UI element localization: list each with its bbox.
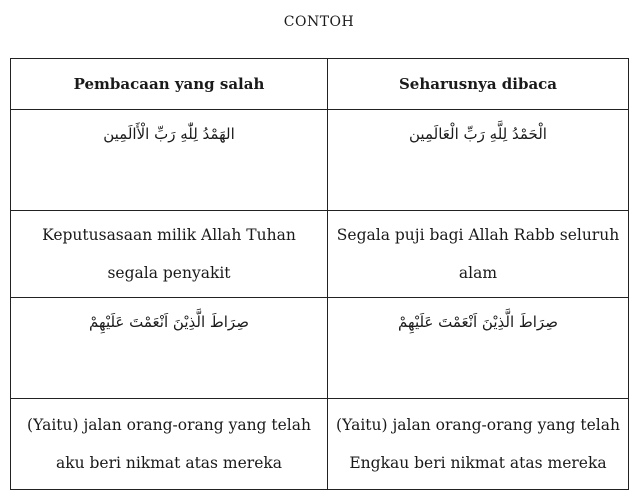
table-header-row	[11, 59, 629, 110]
table-cell	[11, 110, 328, 211]
comparison-table	[10, 58, 629, 490]
header-wrong-reading: Pembacaan yang salah	[11, 59, 328, 110]
translation-correct: (Yaitu) jalan orang-orang yang telah Engkau beri nikmat atas mereka	[328, 399, 629, 490]
header-correct-reading: Seharusnya dibaca	[328, 59, 629, 110]
table-row	[11, 110, 629, 211]
translation-correct: Segala puji bagi Allah Rabb seluruh alam	[328, 211, 629, 298]
table-cell	[328, 298, 629, 399]
arabic-text-wrong: الهَمْدُ لِلّٰهِ رَبِّ الْأَالَمِين	[103, 125, 235, 143]
arabic-text-correct: صِرَاطَ الَّذِيْنَ اَنْعَمْتَ عَلَيْهِمْ	[398, 313, 558, 331]
table-row	[11, 298, 629, 399]
table-cell	[11, 298, 328, 399]
table-row	[11, 399, 629, 490]
translation-wrong: (Yaitu) jalan orang-orang yang telah aku beri nikmat atas mereka	[11, 399, 328, 490]
table-row	[11, 211, 629, 298]
arabic-text-correct: الْحَمْدُ لِلَّهِ رَبِّ الْعَالَمِين	[409, 125, 547, 143]
page-title: CONTOH	[283, 14, 355, 30]
arabic-text-wrong: صِرَاطَ الَّذِيْنَ اَنْعَمْتَ عَلَيْهِمْ	[89, 313, 249, 331]
table-cell	[328, 110, 629, 211]
translation-wrong: Keputusasaan milik Allah Tuhan segala penyakit	[11, 211, 328, 298]
